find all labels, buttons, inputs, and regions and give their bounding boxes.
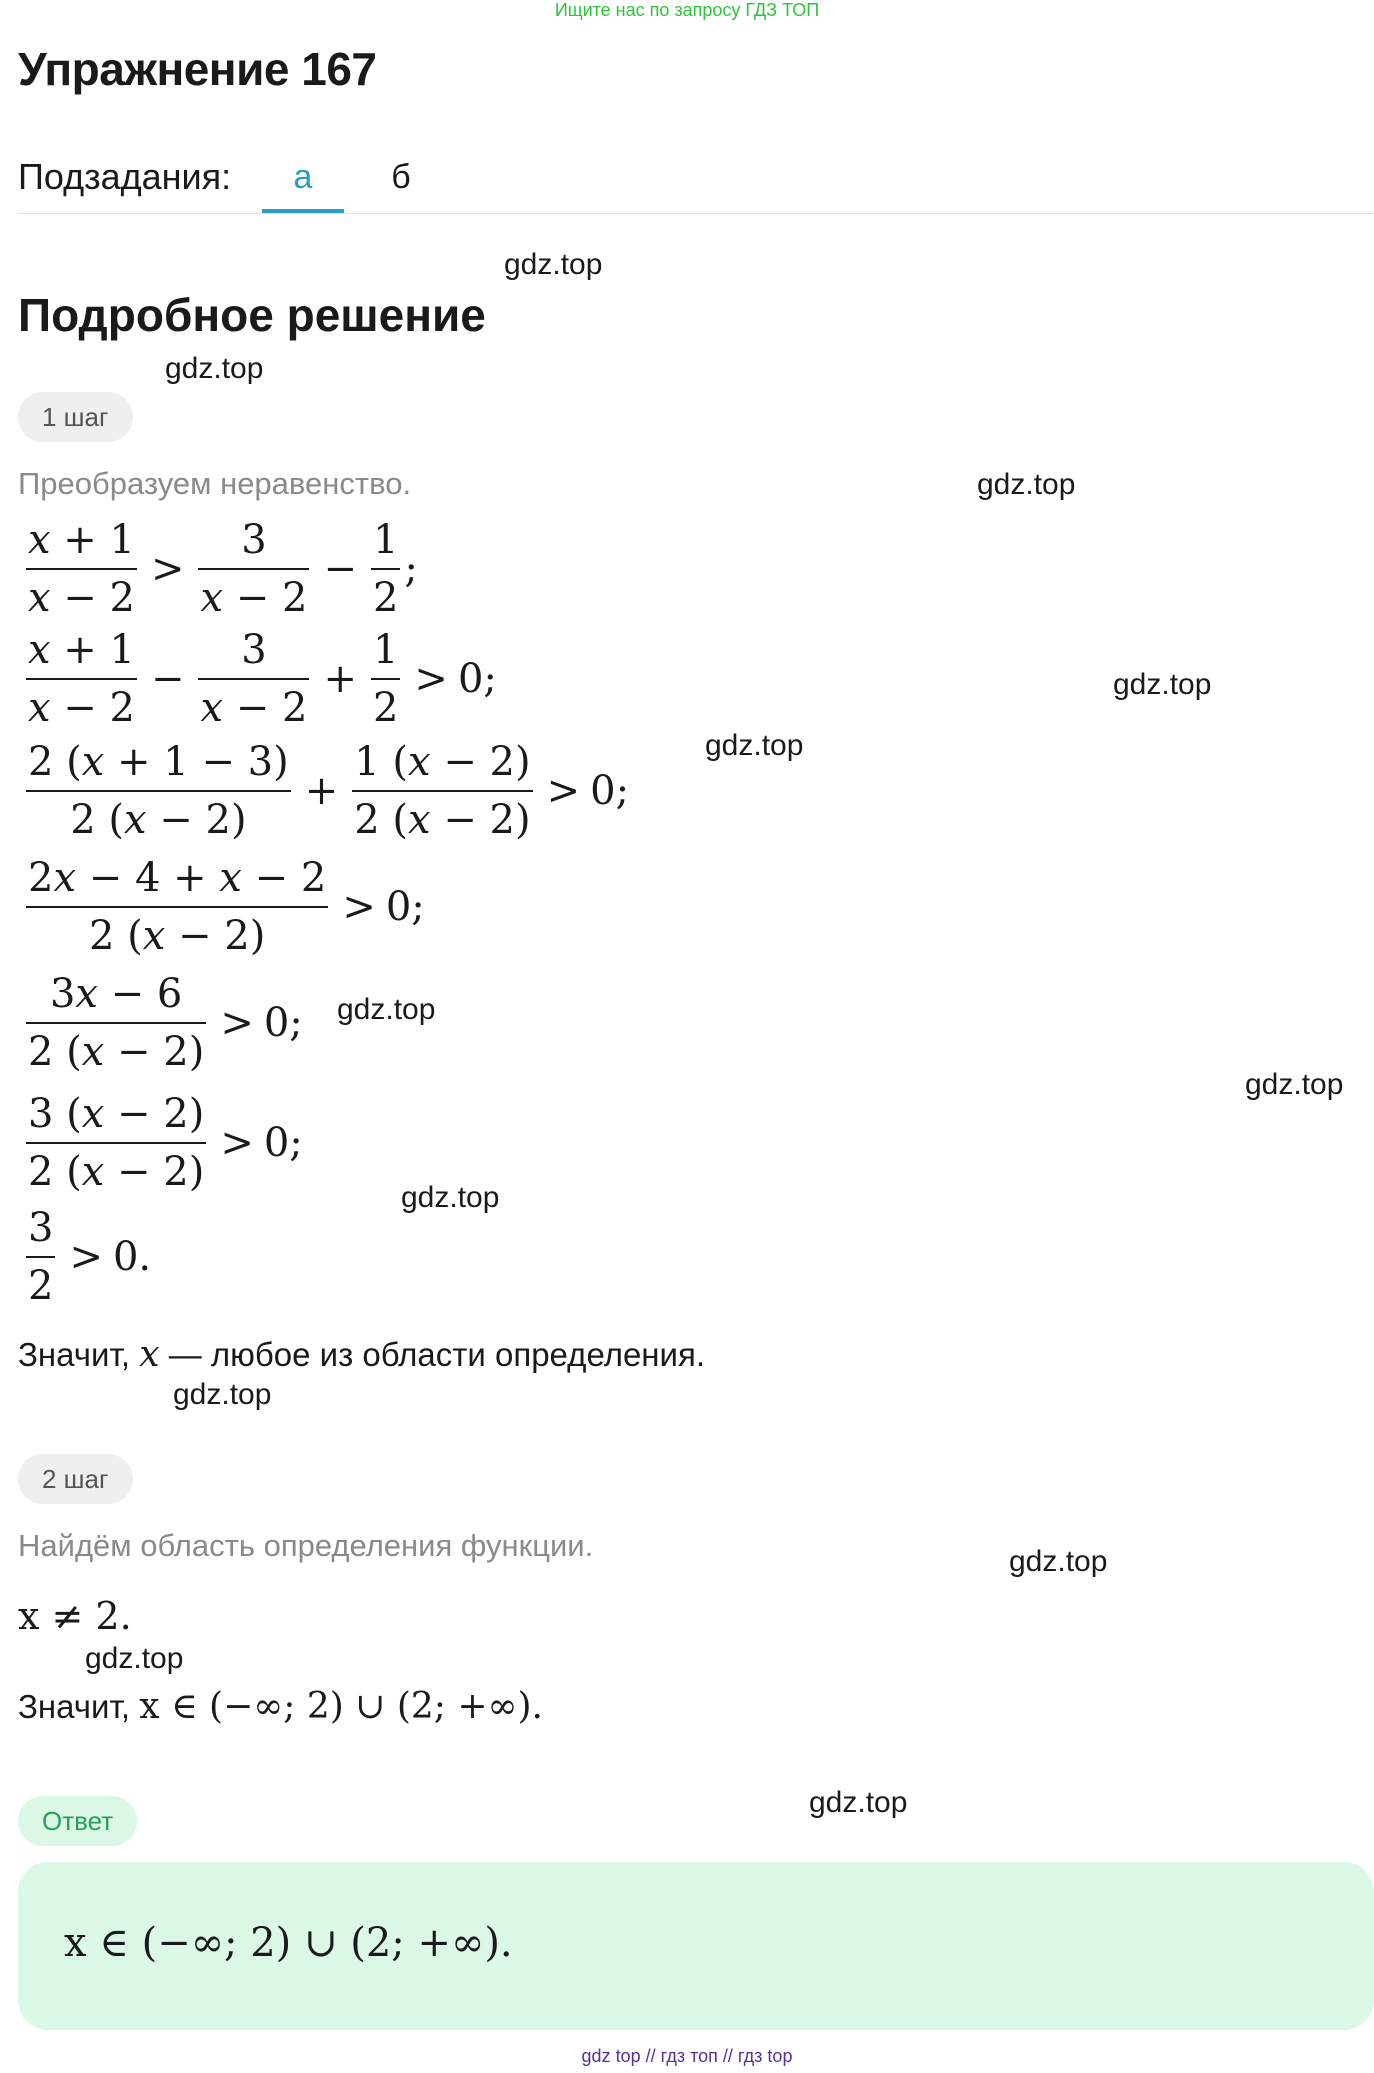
watermark: gdz.top xyxy=(173,1378,272,1411)
step-1-hint: Преобразуем неравенство. xyxy=(18,466,412,501)
step-2-hint: Найдём область определения функции. xyxy=(18,1528,594,1563)
watermark: gdz.top xyxy=(85,1642,184,1675)
watermark: gdz.top xyxy=(977,468,1076,501)
tab-a[interactable]: а xyxy=(293,158,313,196)
watermark: gdz.top xyxy=(705,729,804,762)
conclusion-math: x ∈ (−∞; 2) ∪ (2; +∞). xyxy=(139,1686,543,1727)
subtasks-label: Подзадания: xyxy=(18,156,232,197)
footer: gdz top // гдз топ // гдз top xyxy=(581,2046,793,2066)
equation-line-6: $\frac{3 (x - 2)}{2 (x - 2)}$ > 0; xyxy=(28,1091,303,1195)
watermark: gdz.top xyxy=(337,993,436,1026)
watermark: gdz.top xyxy=(401,1181,500,1214)
top-banner: Ищите нас по запросу ГДЗ ТОП xyxy=(554,0,820,20)
step-1-conclusion xyxy=(18,1334,705,1375)
domain-condition: x ≠ 2. xyxy=(18,1594,132,1638)
answer-text: x ∈ (−∞; 2) ∪ (2; +∞). xyxy=(64,1920,513,1966)
equation-line-4: $\frac{2x - 4 + x - 2}{2 (x - 2)}$ > 0; xyxy=(28,855,425,959)
equation-line-2: $\frac{x + 1}{x - 2}$ − $\frac{3}{x - 2}$ + $\frac{1}{2}$ > 0; xyxy=(28,627,497,731)
watermark: gdz.top xyxy=(1113,668,1212,701)
equation-line-3: $\frac{2 (x + 1 - 3)}{2 (x - 2)}$ + $\frac{1 (x - 2)}{2 (x - 2)}$ > 0; xyxy=(28,739,630,843)
conclusion-prefix: Значит, xyxy=(18,1336,131,1373)
watermark: gdz.top xyxy=(1245,1068,1344,1101)
tab-b[interactable]: б xyxy=(391,158,411,196)
step-2-conclusion xyxy=(18,1686,543,1727)
step-1-badge: 1 шаг xyxy=(18,392,133,442)
conclusion-var: x xyxy=(139,1334,160,1375)
answer-badge: Ответ xyxy=(18,1796,137,1846)
section-title: Подробное решение xyxy=(18,289,486,341)
page-title: Упражнение 167 xyxy=(18,43,377,95)
watermark: gdz.top xyxy=(165,352,264,385)
equation-line-5: $\frac{3x - 6}{2 (x - 2)}$ > 0; xyxy=(28,971,303,1075)
conclusion-suffix: — любое из области определения. xyxy=(168,1336,706,1373)
equation-line-7: $\frac{3}{2}$ > 0. xyxy=(28,1205,152,1309)
conclusion-prefix: Значит, xyxy=(18,1688,131,1725)
equation-line-1: $\frac{x + 1}{x - 2}$ > $\frac{3}{x - 2}$ − $\frac{1}{2}$ ; xyxy=(28,517,418,621)
watermark: gdz.top xyxy=(1009,1545,1108,1578)
watermark: gdz.top xyxy=(504,248,603,281)
tabs-divider xyxy=(18,213,1374,214)
step-2-badge: 2 шаг xyxy=(18,1454,133,1504)
watermark: gdz.top xyxy=(809,1786,908,1819)
